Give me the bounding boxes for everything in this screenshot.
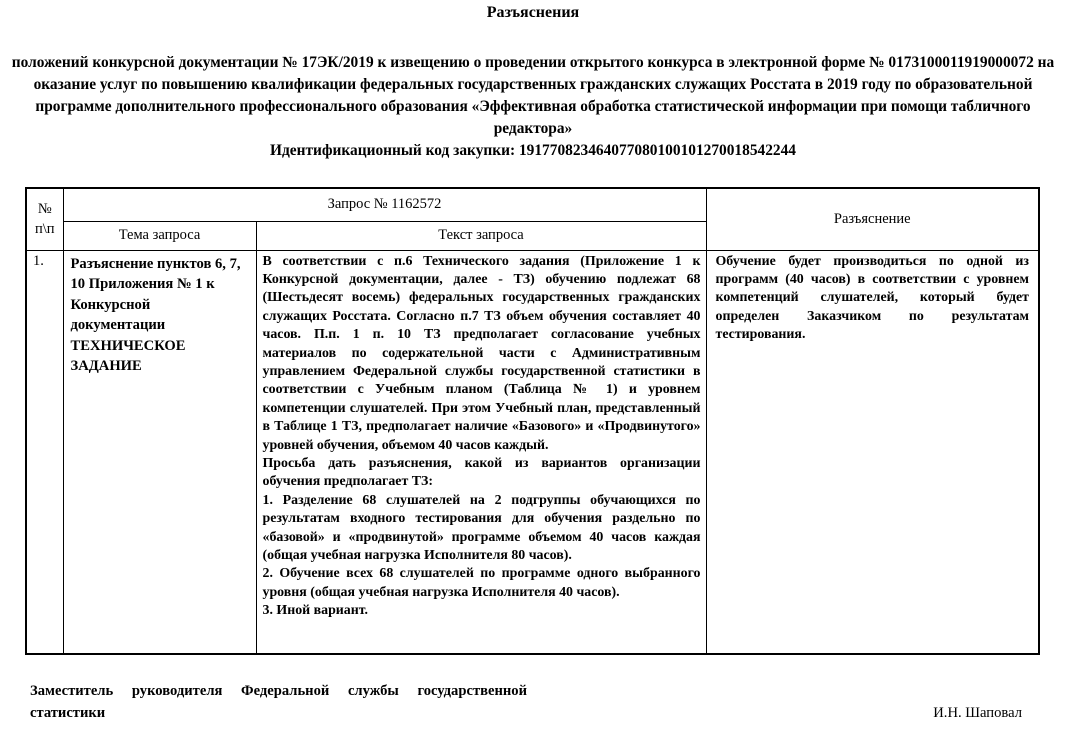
table-header-row-1 [26,188,1039,221]
document-title: Разъяснения [486,4,580,21]
clarifications-table [25,187,1040,655]
request-paragraph: 3. Иной вариант. [262,603,368,619]
table-row [26,250,1039,654]
clarification-cell [706,250,1039,654]
signatory-name: И.Н. Шаповал [933,705,1022,721]
col-header-topic: Тема запроса [63,221,256,250]
request-paragraph: Просьба дать разъяснения, какой из вариантов организации обучения предполагает ТЗ: [262,455,701,490]
col-header-clarification: Разъяснение [706,188,1039,250]
signature-block [30,680,1022,724]
intro-block [11,52,1055,162]
col-header-num: № п\п [26,188,63,250]
row-number-cell: 1. [26,250,63,654]
purchase-code-line: Идентификационный код закупки: 191770823464077080100101270018542244 [269,142,796,159]
request-text-cell [256,250,706,654]
request-paragraph: 1. Разделение 68 слушателей на 2 подгруппы обучающихся по результатам входного тестирования для обучения раздельно по «базовой» и «продвинутой» программе объемом 40 часов каждая (общая учебная нагрузка Исполнителя 80 часов). [262,492,701,563]
request-paragraph: В соответствии с п.6 Технического задания (Приложение 1 к Конкурсной документации, далее - ТЗ) обучению подлежат 68 (Шестьдесят восемь) федеральных государственных гражданских служащих Росстата. Согласно п.7 ТЗ объем обучения составляет 40 часов. П.п. 1 п. 10 ТЗ предполагает согласование учебных материалов по содержательной части с Административным управлением Федеральной службы государственной статистики в соответствии с Учебным планом (Таблица № 1) и уровнем компетенции слушателей. При этом Учебный план, представленный в Таблице 1 ТЗ, предполагает наличие «Базового» и «Продвинутого» уровней обучения, объемом 40 часов каждый. [262,253,701,453]
col-header-request-group: Запрос № 1162572 [63,188,706,221]
clarification-paragraph: Обучение будет производиться по одной из программ (40 часов) в соответствии с уровнем компетенций слушателей, который будет определен Заказчиком по результатам тестирования. [715,253,1029,343]
col-header-text: Текст запроса [256,221,706,250]
request-topic-cell: Разъяснение пунктов 6, 7, 10 Приложения № 1 к Конкурсной документации ТЕХНИЧЕСКОЕ ЗАДАНИЕ [63,250,256,654]
request-paragraph: 2. Обучение всех 68 слушателей по программе одного выбранного уровня (общая учебная нагрузка Исполнителя 40 часов). [262,566,701,600]
signatory-title: Заместитель руководителя Федеральной службы государственной статистики [30,683,527,721]
intro-paragraph: положений конкурсной документации № 17ЭК/2019 к извещению о проведении открытого конкурса в электронной форме № 0173100011919000072 на оказание услуг по повышению квалификации федеральных государственных гражданских служащих Росстата в 2019 году по образовательной программе дополнительного профессионального образования «Эффективная обработка статистической информации при помощи табличного редактора» [11,54,1055,137]
